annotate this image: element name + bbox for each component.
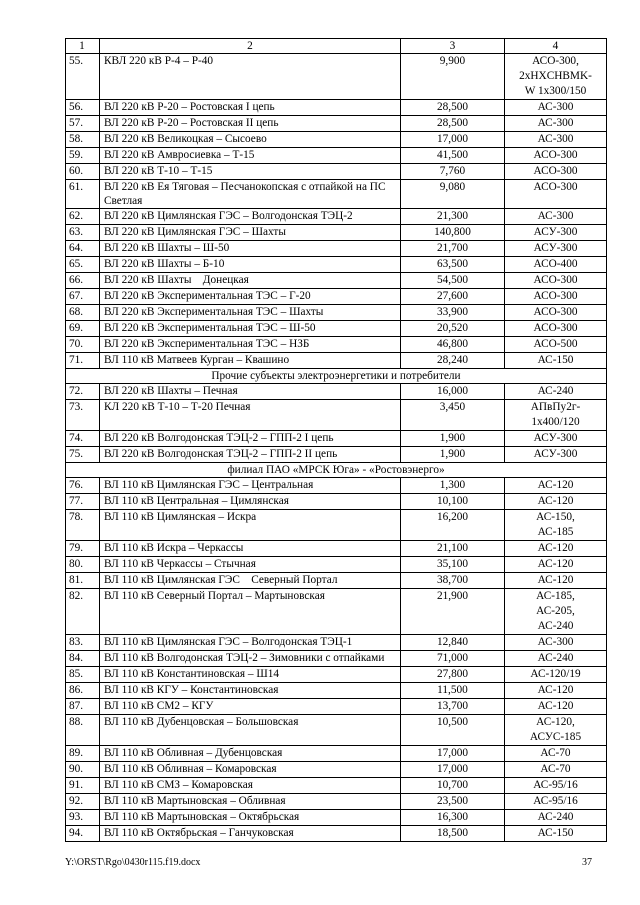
- wire-type-line: АСО-300: [533, 306, 578, 318]
- line-length: 17,000: [401, 746, 505, 762]
- row-number: 74.: [66, 431, 100, 447]
- wire-type: [505, 762, 607, 778]
- wire-type-line: АСУ-300: [533, 226, 578, 238]
- wire-type-line: 2xHXCHBMK-: [519, 70, 592, 82]
- wire-type-line: АСУС-185: [529, 731, 582, 743]
- line-name: ВЛ 220 кВ Р-20 – Ростовская I цепь: [100, 100, 401, 116]
- wire-type-line: АСУ-300: [533, 432, 578, 444]
- line-length: 18,500: [401, 826, 505, 842]
- line-name: ВЛ 220 кВ Шахты – Б-10: [100, 257, 401, 273]
- line-name: ВЛ 220 кВ Экспериментальная ТЭС – Шахты: [100, 305, 401, 321]
- wire-type: [505, 321, 607, 337]
- line-length: 20,520: [401, 321, 505, 337]
- wire-type-line: АС-70: [540, 763, 571, 775]
- table-row: [66, 180, 607, 209]
- row-number: 80.: [66, 557, 100, 573]
- row-number: 73.: [66, 400, 100, 431]
- wire-type: [505, 305, 607, 321]
- row-number: 78.: [66, 510, 100, 541]
- wire-type-line: АСО-300: [533, 181, 578, 193]
- row-number: 55.: [66, 54, 100, 100]
- table-row: [66, 635, 607, 651]
- line-length: 13,700: [401, 699, 505, 715]
- wire-type-line: АС-120: [537, 479, 574, 491]
- line-length: 10,100: [401, 494, 505, 510]
- wire-type: [505, 257, 607, 273]
- line-name: ВЛ 220 кВ Ея Тяговая – Песчанокопская с отпайкой на ПС Светлая: [100, 180, 401, 209]
- table-row: [66, 699, 607, 715]
- line-name: ВЛ 220 кВ Цимлянская ГЭС – Шахты: [100, 225, 401, 241]
- wire-type: [505, 384, 607, 400]
- line-length: 28,500: [401, 116, 505, 132]
- row-number: 64.: [66, 241, 100, 257]
- wire-type-line: АС-300: [537, 133, 574, 145]
- table-row: [66, 241, 607, 257]
- table-row: [66, 353, 607, 369]
- line-name: ВЛ 110 кВ Цимлянская – Искра: [100, 510, 401, 541]
- wire-type-line: АС-240: [537, 385, 574, 397]
- wire-type: [505, 683, 607, 699]
- row-number: 62.: [66, 209, 100, 225]
- wire-type-line: АС-95/16: [533, 795, 578, 807]
- line-length: 28,240: [401, 353, 505, 369]
- row-number: 94.: [66, 826, 100, 842]
- wire-type-line: АСО-300: [533, 290, 578, 302]
- line-name: ВЛ 220 кВ Экспериментальная ТЭС – Ш-50: [100, 321, 401, 337]
- row-number: 61.: [66, 180, 100, 209]
- wire-type-line: АС-205,: [536, 605, 575, 617]
- row-number: 65.: [66, 257, 100, 273]
- wire-type: [505, 337, 607, 353]
- row-number: 91.: [66, 778, 100, 794]
- wire-type-line: АСО-400: [533, 258, 578, 270]
- row-number: 93.: [66, 810, 100, 826]
- wire-type: [505, 826, 607, 842]
- wire-type-line: АС-150,: [536, 511, 575, 523]
- wire-type: [505, 541, 607, 557]
- power-lines-table: [65, 38, 607, 842]
- wire-type-line: АСО-300,: [532, 55, 579, 67]
- line-name: ВЛ 110 кВ Обливная – Дубенцовская: [100, 746, 401, 762]
- wire-type-line: АСУ-300: [533, 448, 578, 460]
- table-row: [66, 510, 607, 541]
- line-length: 10,700: [401, 778, 505, 794]
- wire-type-line: АС-240: [537, 811, 574, 823]
- row-number: 88.: [66, 715, 100, 746]
- row-number: 58.: [66, 132, 100, 148]
- line-length: 9,900: [401, 54, 505, 100]
- line-name: КЛ 220 кВ Т-10 – Т-20 Печная: [100, 400, 401, 431]
- wire-type: [505, 148, 607, 164]
- row-number: 63.: [66, 225, 100, 241]
- table-row: [66, 116, 607, 132]
- table-row: [66, 667, 607, 683]
- line-length: 38,700: [401, 573, 505, 589]
- wire-type: [505, 431, 607, 447]
- line-name: ВЛ 110 кВ Обливная – Комаровская: [100, 762, 401, 778]
- line-name: ВЛ 220 кВ Экспериментальная ТЭС – НЗБ: [100, 337, 401, 353]
- wire-type: [505, 54, 607, 100]
- line-length: 63,500: [401, 257, 505, 273]
- table-row: [66, 494, 607, 510]
- row-number: 84.: [66, 651, 100, 667]
- line-length: 27,600: [401, 289, 505, 305]
- row-number: 86.: [66, 683, 100, 699]
- row-number: 76.: [66, 478, 100, 494]
- line-length: 16,000: [401, 384, 505, 400]
- wire-type-line: АС-70: [540, 747, 571, 759]
- wire-type-line: АСО-300: [533, 149, 578, 161]
- line-name: ВЛ 110 кВ Мартыновская – Октябрьская: [100, 810, 401, 826]
- table-body: [66, 39, 607, 842]
- table-row: [66, 54, 607, 100]
- line-length: 21,100: [401, 541, 505, 557]
- footer-page-number: 37: [582, 857, 592, 868]
- line-length: 35,100: [401, 557, 505, 573]
- wire-type: [505, 573, 607, 589]
- table-row: [66, 651, 607, 667]
- line-name: ВЛ 220 кВ Волгодонская ТЭЦ-2 – ГПП-2 II цепь: [100, 447, 401, 463]
- wire-type-line: АС-120: [537, 574, 574, 586]
- wire-type: [505, 241, 607, 257]
- table-row: [66, 132, 607, 148]
- wire-type: [505, 400, 607, 431]
- line-name: ВЛ 220 кВ Волгодонская ТЭЦ-2 – ГПП-2 I цепь: [100, 431, 401, 447]
- line-name: ВЛ 220 кВ Шахты Донецкая: [100, 273, 401, 289]
- line-length: 21,700: [401, 241, 505, 257]
- wire-type: [505, 699, 607, 715]
- line-length: 17,000: [401, 762, 505, 778]
- line-length: 23,500: [401, 794, 505, 810]
- line-length: 16,200: [401, 510, 505, 541]
- line-length: 12,840: [401, 635, 505, 651]
- row-number: 82.: [66, 589, 100, 635]
- wire-type: [505, 635, 607, 651]
- line-name: ВЛ 110 кВ Цимлянская ГЭС – Волгодонская ТЭЦ-1: [100, 635, 401, 651]
- wire-type-line: АС-240: [537, 652, 574, 664]
- line-length: 54,500: [401, 273, 505, 289]
- section-header-row: [66, 369, 607, 384]
- section-title: Прочие субъекты электроэнергетики и потребители: [66, 369, 607, 384]
- table-row: [66, 100, 607, 116]
- row-number: 56.: [66, 100, 100, 116]
- line-name: ВЛ 110 кВ Центральная – Цимлянская: [100, 494, 401, 510]
- table-row: [66, 541, 607, 557]
- table-row: [66, 209, 607, 225]
- line-length: 71,000: [401, 651, 505, 667]
- wire-type-line: АС-300: [537, 117, 574, 129]
- line-name: ВЛ 220 кВ Шахты – Ш-50: [100, 241, 401, 257]
- table-row: [66, 148, 607, 164]
- line-name: ВЛ 110 кВ Мартыновская – Обливная: [100, 794, 401, 810]
- wire-type-line: АС-300: [537, 636, 574, 648]
- line-length: 28,500: [401, 100, 505, 116]
- row-number: 60.: [66, 164, 100, 180]
- line-name: ВЛ 110 кВ КГУ – Константиновская: [100, 683, 401, 699]
- line-name: ВЛ 110 кВ Дубенцовская – Большовская: [100, 715, 401, 746]
- line-name: ВЛ 110 кВ Матвеев Курган – Квашино: [100, 353, 401, 369]
- wire-type: [505, 478, 607, 494]
- wire-type: [505, 778, 607, 794]
- wire-type: [505, 494, 607, 510]
- wire-type-line: АПвПу2г-: [530, 401, 581, 413]
- wire-type: [505, 273, 607, 289]
- line-name: ВЛ 110 кВ СМ2 – КГУ: [100, 699, 401, 715]
- line-name: ВЛ 110 кВ Волгодонская ТЭЦ-2 – Зимовники с отпайками: [100, 651, 401, 667]
- wire-type: [505, 353, 607, 369]
- wire-type-line: АСО-500: [533, 338, 578, 350]
- line-name: ВЛ 110 кВ Северный Портал – Мартыновская: [100, 589, 401, 635]
- line-name: ВЛ 220 кВ Т-10 – Т-15: [100, 164, 401, 180]
- line-length: 9,080: [401, 180, 505, 209]
- row-number: 81.: [66, 573, 100, 589]
- row-number: 83.: [66, 635, 100, 651]
- row-number: 75.: [66, 447, 100, 463]
- table-row: [66, 447, 607, 463]
- wire-type-line: АС-120: [537, 700, 574, 712]
- wire-type: [505, 132, 607, 148]
- row-number: 92.: [66, 794, 100, 810]
- row-number: 79.: [66, 541, 100, 557]
- line-length: 7,760: [401, 164, 505, 180]
- wire-type: [505, 164, 607, 180]
- row-number: 70.: [66, 337, 100, 353]
- line-name: ВЛ 220 кВ Великоцкая – Сысоево: [100, 132, 401, 148]
- row-number: 67.: [66, 289, 100, 305]
- line-length: 140,800: [401, 225, 505, 241]
- section-title: филиал ПАО «МРСК Юга» - «Ростовэнерго»: [66, 463, 607, 478]
- wire-type-line: АС-95/16: [533, 779, 578, 791]
- table-row: [66, 683, 607, 699]
- line-name: ВЛ 110 кВ Цимлянская ГЭС Северный Портал: [100, 573, 401, 589]
- table-row: [66, 557, 607, 573]
- wire-type: [505, 180, 607, 209]
- line-length: 10,500: [401, 715, 505, 746]
- table-row: [66, 384, 607, 400]
- line-length: 11,500: [401, 683, 505, 699]
- wire-type: [505, 667, 607, 683]
- line-length: 21,900: [401, 589, 505, 635]
- line-length: 41,500: [401, 148, 505, 164]
- wire-type-line: АСО-300: [533, 165, 578, 177]
- table-row: [66, 746, 607, 762]
- row-number: 90.: [66, 762, 100, 778]
- table-row: [66, 778, 607, 794]
- line-name: ВЛ 220 кВ Цимлянская ГЭС – Волгодонская ТЭЦ-2: [100, 209, 401, 225]
- wire-type-line: АС-120,: [536, 716, 575, 728]
- line-length: 1,300: [401, 478, 505, 494]
- table-row: [66, 573, 607, 589]
- line-name: ВЛ 110 кВ Черкассы – Стычная: [100, 557, 401, 573]
- row-number: 57.: [66, 116, 100, 132]
- line-name: ВЛ 220 кВ Шахты – Печная: [100, 384, 401, 400]
- row-number: 59.: [66, 148, 100, 164]
- table-row: [66, 321, 607, 337]
- row-number: 68.: [66, 305, 100, 321]
- line-name: КВЛ 220 кВ Р-4 – Р-40: [100, 54, 401, 100]
- row-number: 71.: [66, 353, 100, 369]
- wire-type: [505, 715, 607, 746]
- wire-type-line: АСО-300: [533, 322, 578, 334]
- wire-type-line: АС-240: [537, 620, 574, 632]
- table-row: [66, 715, 607, 746]
- wire-type: [505, 100, 607, 116]
- wire-type: [505, 746, 607, 762]
- line-length: 27,800: [401, 667, 505, 683]
- table-row: [66, 337, 607, 353]
- wire-type: [505, 225, 607, 241]
- table-row: [66, 305, 607, 321]
- table-row: [66, 589, 607, 635]
- line-name: ВЛ 110 кВ СМЗ – Комаровская: [100, 778, 401, 794]
- line-length: 1,900: [401, 447, 505, 463]
- table-row: [66, 400, 607, 431]
- wire-type: [505, 589, 607, 635]
- wire-type-line: АС-150: [537, 827, 574, 839]
- line-name: ВЛ 220 кВ Амвросиевка – Т-15: [100, 148, 401, 164]
- wire-type: [505, 810, 607, 826]
- line-name: ВЛ 110 кВ Цимлянская ГЭС – Центральная: [100, 478, 401, 494]
- wire-type-line: 1х400/120: [531, 416, 580, 428]
- footer-file-path: Y:\ORST\Rgo\0430r115.f19.docx: [65, 857, 201, 868]
- section-header-row: [66, 463, 607, 478]
- wire-type-line: АС-185: [537, 526, 574, 538]
- row-number: 66.: [66, 273, 100, 289]
- wire-type-line: АС-185,: [536, 590, 575, 602]
- wire-type-line: АС-120: [537, 684, 574, 696]
- table-row: [66, 431, 607, 447]
- wire-type: [505, 557, 607, 573]
- wire-type-line: АС-300: [537, 210, 574, 222]
- table-row: [66, 273, 607, 289]
- wire-type-line: W 1x300/150: [524, 85, 587, 97]
- wire-type-line: АС-300: [537, 101, 574, 113]
- table-row: [66, 164, 607, 180]
- line-name: ВЛ 220 кВ Экспериментальная ТЭС – Г-20: [100, 289, 401, 305]
- header-col-1: 1: [66, 39, 100, 54]
- table-row: [66, 289, 607, 305]
- row-number: 87.: [66, 699, 100, 715]
- wire-type: [505, 289, 607, 305]
- wire-type-line: АС-120: [537, 542, 574, 554]
- table-row: [66, 225, 607, 241]
- wire-type: [505, 116, 607, 132]
- line-length: 1,900: [401, 431, 505, 447]
- line-length: 16,300: [401, 810, 505, 826]
- line-name: ВЛ 110 кВ Константиновская – Ш14: [100, 667, 401, 683]
- line-length: 33,900: [401, 305, 505, 321]
- line-length: 21,300: [401, 209, 505, 225]
- line-length: 46,800: [401, 337, 505, 353]
- wire-type-line: АС-120/19: [530, 668, 581, 680]
- wire-type-line: АС-120: [537, 495, 574, 507]
- table-row: [66, 794, 607, 810]
- line-name: ВЛ 110 кВ Искра – Черкассы: [100, 541, 401, 557]
- wire-type: [505, 651, 607, 667]
- table-row: [66, 762, 607, 778]
- table-row: [66, 826, 607, 842]
- wire-type-line: АС-150: [537, 354, 574, 366]
- table-row: [66, 257, 607, 273]
- wire-type: [505, 447, 607, 463]
- table-row: [66, 478, 607, 494]
- line-length: 17,000: [401, 132, 505, 148]
- wire-type-line: АСО-300: [533, 274, 578, 286]
- header-col-4: 4: [505, 39, 607, 54]
- row-number: 69.: [66, 321, 100, 337]
- row-number: 72.: [66, 384, 100, 400]
- table-header-row: [66, 39, 607, 54]
- wire-type-line: АСУ-300: [533, 242, 578, 254]
- row-number: 89.: [66, 746, 100, 762]
- wire-type: [505, 209, 607, 225]
- wire-type-line: АС-120: [537, 558, 574, 570]
- header-col-3: 3: [401, 39, 505, 54]
- wire-type: [505, 794, 607, 810]
- line-name: ВЛ 220 кВ Р-20 – Ростовская II цепь: [100, 116, 401, 132]
- wire-type: [505, 510, 607, 541]
- row-number: 77.: [66, 494, 100, 510]
- row-number: 85.: [66, 667, 100, 683]
- header-col-2: 2: [100, 39, 401, 54]
- line-name: ВЛ 110 кВ Октябрьская – Ганчуковская: [100, 826, 401, 842]
- line-length: 3,450: [401, 400, 505, 431]
- table-row: [66, 810, 607, 826]
